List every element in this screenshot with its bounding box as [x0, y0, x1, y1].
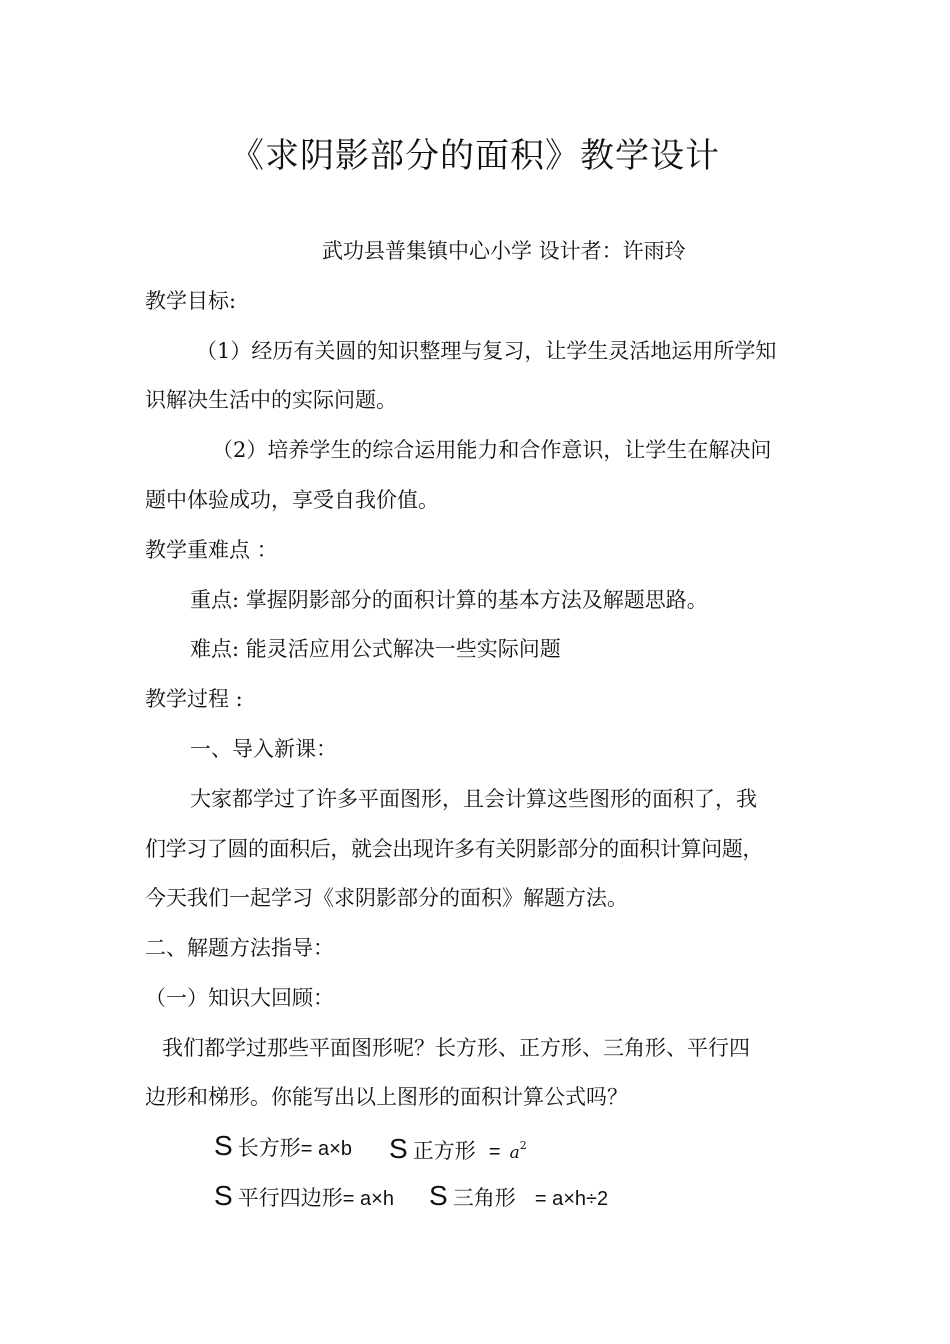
formula-triangle — [429, 1178, 608, 1218]
goal1-line1: （1）经历有关圆的知识整理与复习，让学生灵活地运用所学知 — [196, 339, 777, 363]
square-exponent: 2 — [519, 1139, 527, 1152]
para2-line2: 边形和梯形。你能写出以上图形的面积计算公式吗？ — [145, 1085, 628, 1109]
goal1-line2: 识解决生活中的实际问题。 — [145, 388, 397, 412]
square-label: 正方形 — [412, 1139, 476, 1163]
author-line: 武功县普集镇中心小学 设计者：许雨玲 — [322, 239, 686, 263]
para1-line2: 们学习了圆的面积后，就会出现许多有关阴影部分的面积计算问题， — [145, 837, 763, 861]
area-symbol: S — [214, 1130, 233, 1161]
goal2-line1: （2）培养学生的综合运用能力和合作意识，让学生在解决问 — [212, 438, 772, 462]
area-symbol: S — [429, 1180, 448, 1211]
formula-parallelogram — [214, 1178, 394, 1218]
triangle-label: 三角形 — [452, 1186, 516, 1210]
area-symbol: S — [214, 1180, 233, 1211]
area-symbol: S — [389, 1133, 408, 1164]
section1-heading: 一、导入新课： — [190, 737, 337, 761]
keypoints-heading: 教学重难点 ： — [145, 538, 278, 562]
formula-square — [389, 1128, 527, 1171]
parallelogram-label: 平行四边形 — [237, 1186, 343, 1210]
subsection1-heading: （一）知识大回顾： — [145, 986, 334, 1010]
rectangle-label: 长方形 — [237, 1136, 301, 1160]
para2-line1: 我们都学过那些平面图形呢？长方形、正方形、三角形、平行四 — [162, 1036, 750, 1060]
formula-rectangle — [214, 1128, 352, 1168]
process-heading: 教学过程 : — [145, 687, 243, 711]
goals-heading: 教学目标: — [145, 289, 237, 313]
goal2-line2: 题中体验成功，享受自我价值。 — [145, 488, 439, 512]
para1-line1: 大家都学过了许多平面图形，且会计算这些图形的面积了，我 — [190, 787, 757, 811]
rectangle-expression: = a×b — [300, 1138, 352, 1160]
key-point: 重点: 掌握阴影部分的面积计算的基本方法及解题思路。 — [190, 588, 708, 612]
para1-line3: 今天我们一起学习《求阴影部分的面积》解题方法。 — [145, 886, 628, 910]
square-equals: = — [488, 1141, 501, 1163]
parallelogram-expression: = a×h — [342, 1188, 394, 1210]
triangle-expression: = a×h÷2 — [534, 1188, 609, 1210]
section2-heading: 二、解题方法指导： — [145, 936, 334, 960]
square-variable: a — [509, 1143, 520, 1163]
difficult-point: 难点: 能灵活应用公式解决一些实际问题 — [190, 637, 561, 661]
page-title: 《求阴影部分的面积》教学设计 — [230, 136, 720, 176]
